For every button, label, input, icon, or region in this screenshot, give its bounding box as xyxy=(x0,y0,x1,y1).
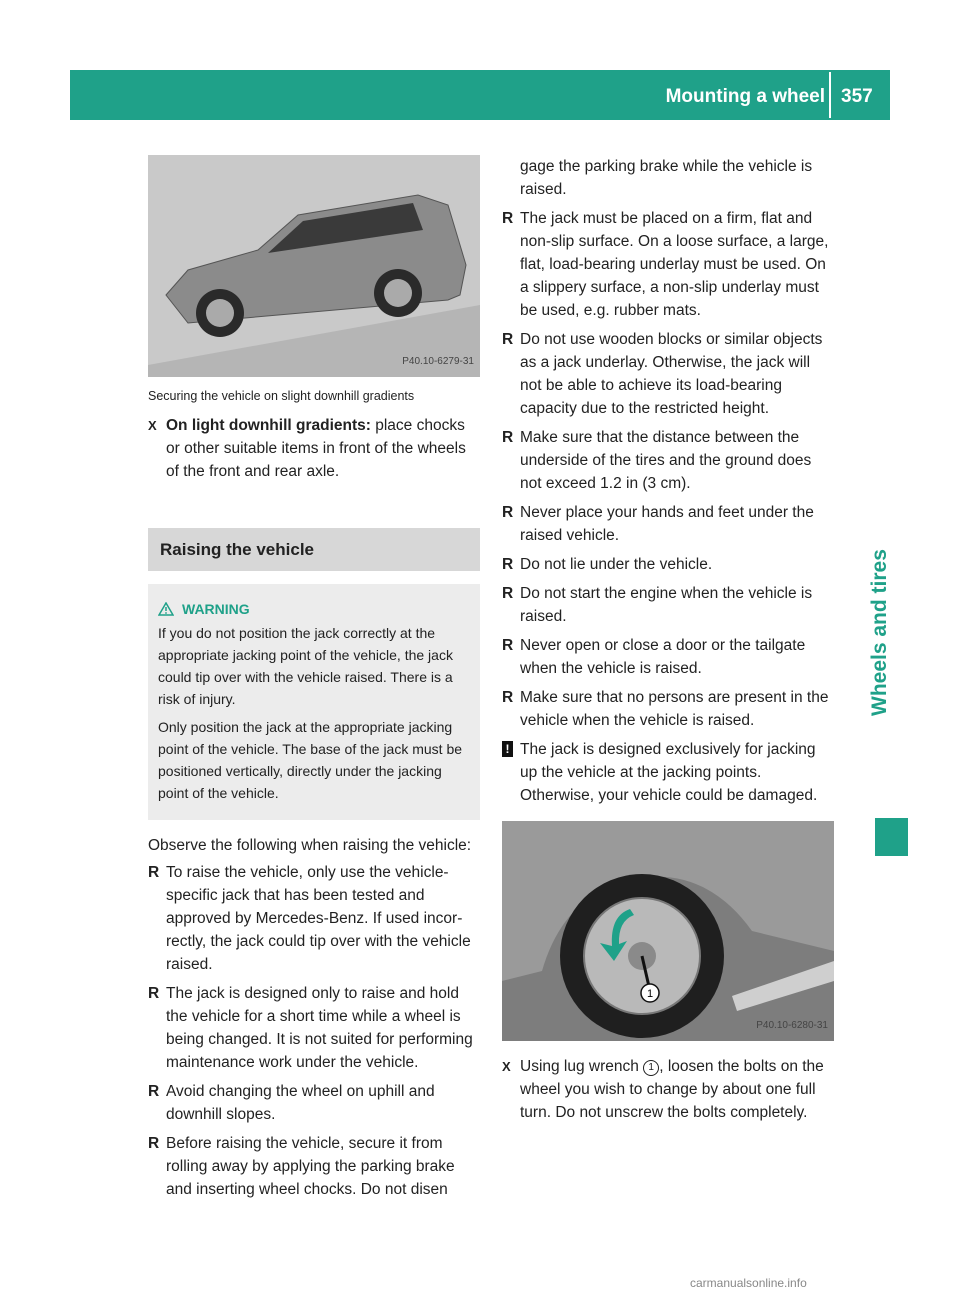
list-item: R Never open or close a door or the tailgate when the vehicle is raised. xyxy=(502,637,806,677)
warning-box xyxy=(148,584,480,820)
left-column xyxy=(148,155,480,1207)
precaution-list-continued xyxy=(502,207,834,732)
continued-text: gage the parking brake while the vehicle is raised. xyxy=(520,158,813,198)
vehicle-on-slope-photo xyxy=(148,155,480,377)
warning-text-2: Only position the jack at the appropriate jacking point of the vehicle. The base of the jack must be positioned vertically, directly under the jacking point of the vehicle. xyxy=(158,719,463,801)
step-arrow-icon: X xyxy=(148,418,157,433)
list-item: R Do not use wooden blocks or similar objects as a jack underlay. Otherwise, the jack will not be able to achieve its load-bearing capacity due to the restricted height. xyxy=(502,331,823,417)
chapter-title: Mounting a wheel xyxy=(665,86,825,107)
caution-note xyxy=(502,738,834,807)
list-item: R Avoid changing the wheel on uphill and downhill slopes. xyxy=(148,1083,435,1123)
list-item: R Make sure that no persons are present in the vehicle when the vehicle is raised. xyxy=(502,689,829,729)
note-text: The jack is designed exclusively for jacking up the vehicle at the jacking points. Otherwise, your vehicle could be damaged. xyxy=(520,741,818,804)
list-item: R Before raising the vehicle, secure it from rolling away by applying the parking brake and inserting wheel chocks. Do not disen xyxy=(148,1135,455,1198)
photo-code: P40.10-6279-31 xyxy=(402,356,474,367)
header-divider xyxy=(829,72,831,118)
right-column xyxy=(502,155,834,1124)
photo-code: P40.10-6280-31 xyxy=(756,1020,828,1031)
list-item: R Make sure that the distance between the underside of the tires and the ground does not exceed 1.2 in (3 cm). xyxy=(502,429,812,492)
callout-ref-icon: 1 xyxy=(643,1060,659,1076)
instruction-step: X Using lug wrench 1 , loosen the bolts on the wheel you wish to change by about one full turn. Do not unscrew the bolts completely. xyxy=(502,1055,834,1124)
side-tab-label: Wheels and tires xyxy=(868,549,891,716)
step-arrow-icon: X xyxy=(502,1059,511,1074)
warning-triangle-icon xyxy=(158,602,174,616)
side-tab-marker xyxy=(875,818,908,856)
lug-wrench-photo xyxy=(502,821,834,1041)
warning-title: WARNING xyxy=(182,601,250,617)
section-heading: Raising the vehicle xyxy=(148,528,480,571)
callout-number: 1 xyxy=(646,988,654,1000)
list-item: R Do not lie under the vehicle. xyxy=(502,556,713,573)
precaution-list xyxy=(148,861,480,1201)
warning-header xyxy=(158,598,470,620)
step-text: place chocks or other suitable items in front of the wheels of the front and rear axle. xyxy=(166,417,466,480)
list-item: R Do not start the engine when the vehicle is raised. xyxy=(502,585,813,625)
exclamation-icon: ! xyxy=(502,741,513,757)
warning-text-1: If you do not position the jack correctly at the appropriate jacking point of the vehicle, the jack could tip over with the vehicle raised. There is a risk of injury. xyxy=(158,625,453,707)
watermark: carmanualsonline.info xyxy=(690,1276,807,1290)
list-item: R The jack must be placed on a firm, flat and non-slip surface. On a loose surface, a large, flat, load-bearing underlay must be used. On a slippery surface, a non-slip underlay must be used, e.g. rubber mats. xyxy=(502,210,829,319)
step-label: On light downhill gradients: xyxy=(166,417,371,434)
intro-paragraph: Observe the following when raising the vehicle: xyxy=(148,837,472,854)
page-number: 357 xyxy=(841,86,873,107)
list-item: R Never place your hands and feet under the raised vehicle. xyxy=(502,504,814,544)
photo-caption: Securing the vehicle on slight downhill gradients xyxy=(148,389,415,403)
suv-illustration xyxy=(148,155,480,377)
instruction-step xyxy=(148,414,480,483)
list-item: R The jack is designed only to raise and hold the vehicle for a short time while a wheel is being changed. It is not suited for performing maintenance work under the vehicle. xyxy=(148,985,473,1071)
list-item: R To raise the vehicle, only use the vehicle-specific jack that has been tested and approved by Mercedes-Benz. If used incorrectly, the jack could tip over with the vehicle raised. xyxy=(148,864,471,973)
wheel-illustration xyxy=(502,821,834,1041)
